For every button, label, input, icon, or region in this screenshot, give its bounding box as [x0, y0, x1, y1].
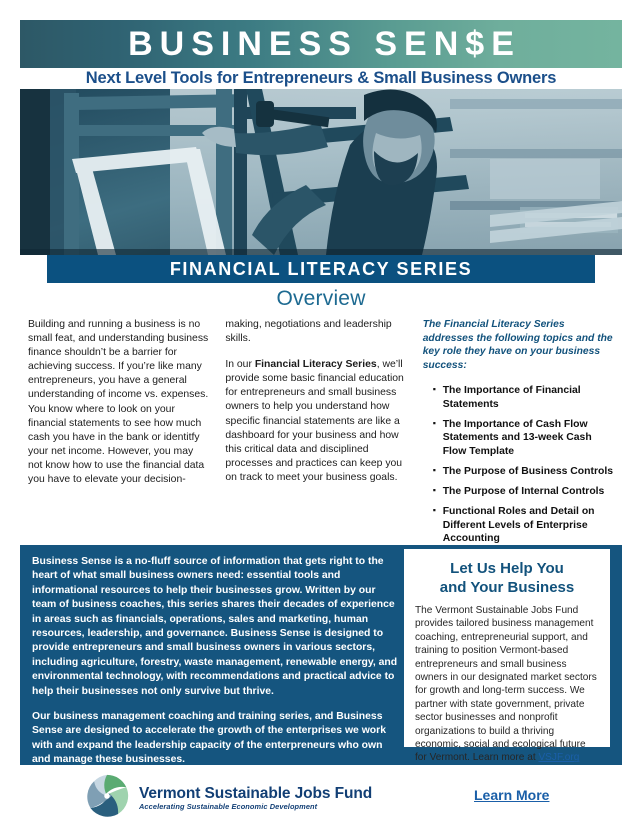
- about-paragraph-two: Our business management coaching and training series, and Business Sense are designed to accelerate the growth of the enterprises we work with and expand the leadership capacity of the enterpreneurs who own and manage these businesses.: [32, 711, 386, 766]
- list-item: ▪ The Importance of Financial Statements: [434, 384, 618, 411]
- masthead-subtitle: Next Level Tools for Entrepreneurs & Small Business Owners: [85, 69, 557, 87]
- organization-logo[interactable]: [84, 773, 372, 824]
- hero-photo: [20, 89, 622, 255]
- overview-heading: Overview: [276, 287, 366, 310]
- list-item: ▪ The Purpose of Internal Controls: [434, 485, 618, 498]
- learn-more-link[interactable]: Learn More: [474, 787, 550, 803]
- help-card-title-line-one: Let Us Help You: [450, 560, 564, 577]
- vsjf-org-link[interactable]: VSJF.org: [538, 752, 580, 764]
- series-banner-label: FINANCIAL LITERACY SERIES: [169, 258, 473, 279]
- help-card-body-text: The Vermont Sustainable Jobs Fund provides tailored business management coaching, entrepreneurial support, and training to position Vermont-based entrepreneurs and small business owners in our designated market sectors for growth and long-term success. We partner with state government, private sector businesses and nonprofit organizations to build a thriving economic, social and ecological future for Vermont. Learn more at: [415, 605, 597, 764]
- footer: [0, 770, 642, 827]
- series-lead-text: In our: [225, 359, 255, 371]
- list-item: ▪ Functional Roles and Detail on Different Levels of Enterprise Accounting: [434, 505, 618, 545]
- series-name-bold: Financial Literacy Series: [254, 359, 377, 371]
- list-item: ▪ The Importance of Cash Flow Statements and 13-week Cash Flow Template: [434, 418, 618, 458]
- topics-intro: The Financial Literacy Series addresses the following topics and the key role they have on your business success:: [422, 319, 613, 371]
- help-card-title-line-two: and Your Business: [439, 579, 575, 596]
- masthead-banner: [20, 20, 622, 68]
- organization-name: Vermont Sustainable Jobs Fund: [139, 785, 373, 802]
- organization-tagline: Accelerating Sustainable Economic Development: [139, 802, 318, 811]
- help-card-title: [415, 559, 599, 597]
- overview-column-two: [225, 318, 406, 552]
- overview-column-one: [28, 318, 209, 552]
- masthead-subtitle-bar: [20, 68, 622, 89]
- overview-columns: [28, 318, 618, 552]
- logo-text-block: [139, 785, 372, 812]
- overview-paragraph-continuation: making, negotiations and leadership skills.: [225, 319, 392, 345]
- overview-paragraph-one: Building and running a business is no small feat, and understanding business finance shouldn’t be a barrier for achieving success. If you’re like many entrepreneurs, you have a general understanding of income vs. expenses. You know where to look on your financial statements to see how much cash you have in the bank or identitfy your net income. However, you may not know how to use the financial data you have to elevate your decision-: [28, 319, 209, 486]
- topics-list: [423, 384, 618, 545]
- page-title: BUSINESS SEN$E: [128, 25, 521, 63]
- help-card: [404, 549, 610, 764]
- series-banner: [47, 255, 595, 283]
- series-rest-text: , we’ll provide some basic financial education for entrepreneurs and small business owners to help you understand how specific financial statements are like a dashboard for your business and how this critical data and disciplined processes and practices can keep you on track to meet your business goals.: [225, 359, 404, 483]
- overview-column-three: [423, 318, 618, 552]
- about-panel-copy: [32, 555, 400, 768]
- pinwheel-logo-icon: [84, 773, 130, 824]
- about-paragraph-one: Business Sense is a no-fluff source of information that gets right to the heart of what small business owners need: essential tools and informational resources to help their businesses grow. Written by our team of business coaches, this series shares their decades of experience in areas such as financials, operations, sales and marketing, human resources, leadership, and governance. Business Sense is designed to provide entrepreneurs and small business owners in various sectors, including agriculture, forestry, waste management, renewable energy, and environmental technology, with recommendations and practical advice to help their businesses not only survive but thrive.: [32, 556, 398, 697]
- list-item: ▪ The Purpose of Business Controls: [434, 465, 618, 478]
- overview-paragraph-two: [225, 358, 406, 485]
- help-card-body: [415, 604, 599, 765]
- about-panel: [20, 545, 622, 765]
